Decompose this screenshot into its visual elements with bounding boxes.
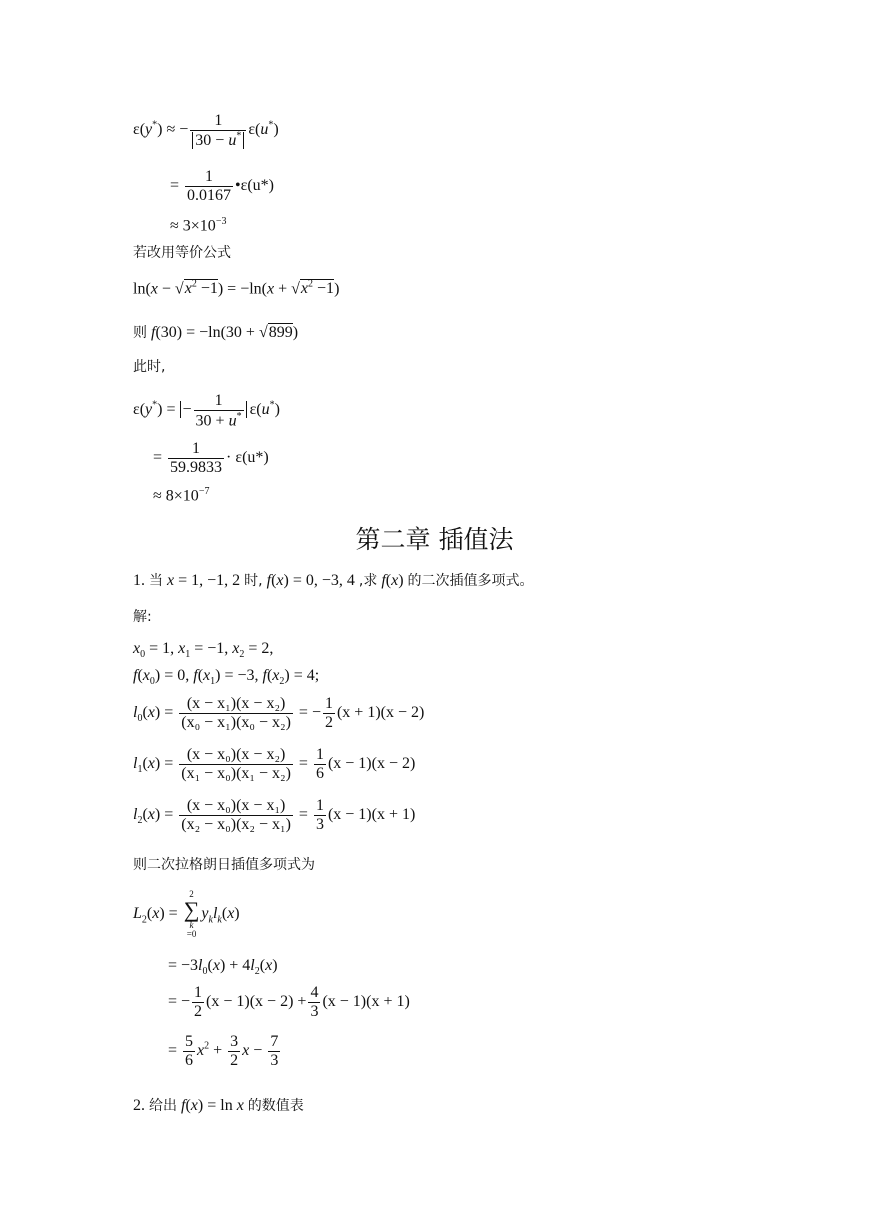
lagrange-line2: = $-3l_0(x) + 4l_2(x)$ [168,957,278,978]
error-estimate-line2: = $\frac{1}{0.0167}$ •ε(u*) [170,168,275,204]
problem-2-statement: 2. 给出 f(x) = ln x 的数值表 [133,1097,304,1114]
basis-l2: $l_2(x)$ = $\frac{\text{(x − x₀)(x − x₁)}}{\text{(x₂ − x₀)(x₂ − x₁)}}$ = $\frac{1}{3}$ (x − 1)(x + 1) [133,797,416,833]
basis-l0: $l_0(x)$ = $\frac{\text{(x − x₁)(x − x₂)}}{\text{(x₀ − x₁)(x₀ − x₂)}}$ = − $\frac{1}{2}$ (x + 1)(x − 2) [133,695,425,731]
lagrange-line3: = − $\frac{1}{2}$ (x − 1)(x − 2) + $\frac{4}{3}$ (x − 1)(x + 1) [168,984,410,1020]
error-estimate2-line2: = $\frac{1}{59.9833}$ · ε(u*) [153,440,269,476]
solution-label: 解: [133,609,152,625]
chapter-title: 第二章 插值法 [355,525,514,554]
now-text: 此时, [133,359,166,375]
interpolation-nodes: $x_0 = 1$, $x_1 = -1$, $x_2 = 2$, [133,640,274,661]
lagrange-result: = $\frac{5}{6}$ $x^2$ + $\frac{3}{2}$ x − $\frac{7}{3}$ [168,1033,279,1069]
interpolation-values: $f(x_0) = 0$, $f(x_1) = -3$, $f(x_2) = 4$; [133,667,320,688]
error-estimate2-line1: ε(y*) = − $\frac{1}{30 + u^*}$ ε(u*) [133,392,280,429]
error-estimate2-line3: ≈ $8\times 10^{-7}$ [153,486,210,505]
error-estimate-line1: ε(y*) ≈ − $\frac{1}{30 - u^*}$ ε(u*) [133,112,279,149]
then-formula: 则 f(30) = −ln(30 + √899) [133,324,299,341]
error-estimate-line3: ≈ $3\times 10^{-3}$ [170,216,227,235]
lagrange-sum: $L_2(x)$ = 2 ∑ k =0 $y_kl_k(x)$ [133,889,240,939]
log-identity: $\ln(x - √x^2 -1) = -\ln(x + √x^2 -1)$ [133,279,340,298]
problem-1-statement: 1. 当 x = 1, −1, 2 时, f(x) = 0, −3, 4 ,求 f(x) 的二次插值多项式。 [133,572,534,589]
basis-l1: $l_1(x)$ = $\frac{\text{(x − x₀)(x − x₂)}}{\text{(x₁ − x₀)(x₁ − x₂)}}$ = $\frac{1}{6}$ (x − 1)(x − 2) [133,746,416,782]
lagrange-polynomial-text: 则二次拉格朗日插值多项式为 [133,857,315,873]
equivalent-formula-text: 若改用等价公式 [133,245,231,261]
